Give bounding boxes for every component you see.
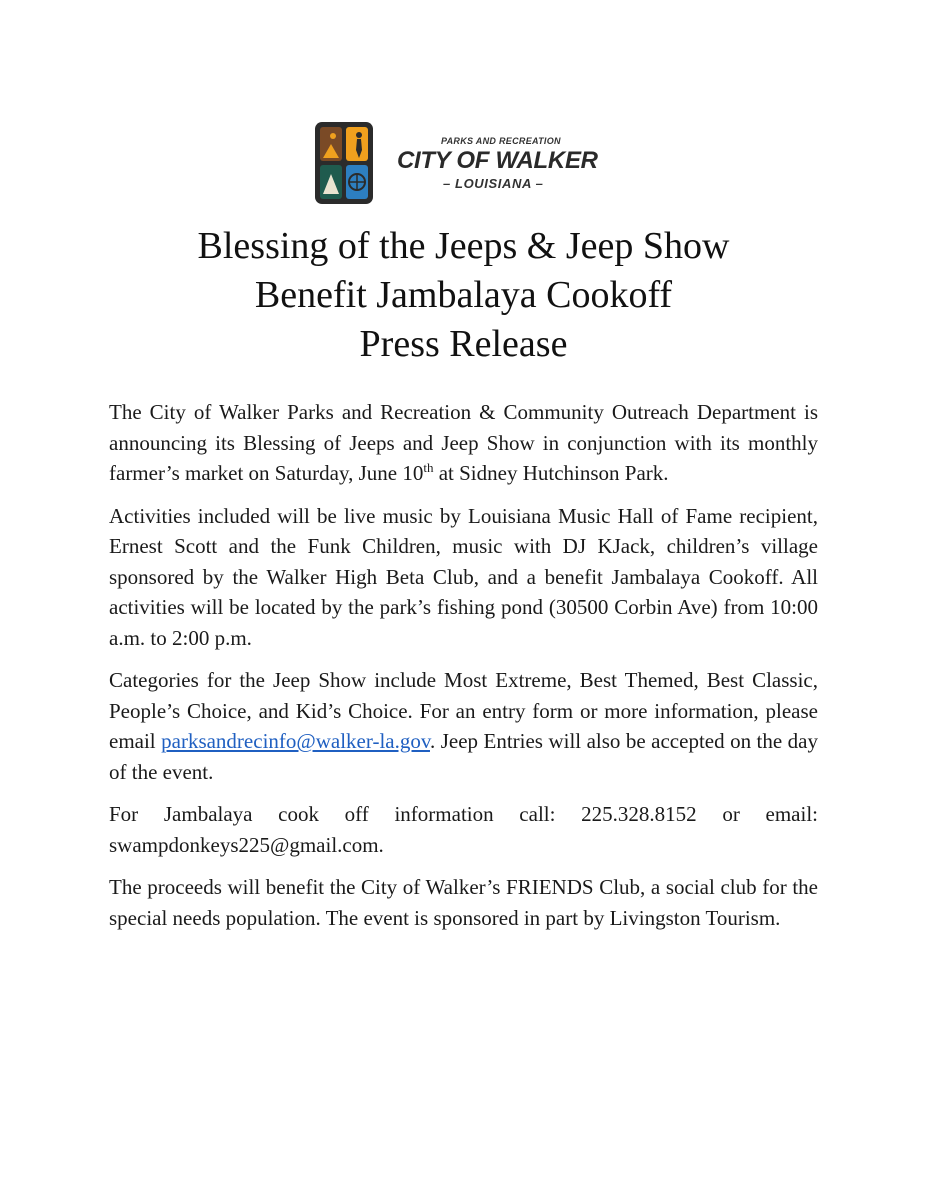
press-release-body bbox=[109, 397, 818, 945]
p1-text-end: at Sidney Hutchinson Park. bbox=[433, 461, 669, 485]
document-title bbox=[0, 222, 927, 369]
paragraph-cookoff-info: For Jambalaya cook off information call: 225.328.8152 or email: swampdonkeys225@gmail.com. bbox=[109, 802, 818, 857]
paragraph-categories bbox=[109, 665, 818, 787]
p3-text: Categories for the Jeep Show include Most Extreme, Best Themed, Best Classic, People’s Choice, and Kid’s Choice. For an entry form or more information, please email bbox=[109, 668, 818, 753]
city-logo bbox=[315, 122, 615, 204]
contact-email-link[interactable]: parksandrecinfo@walker-la.gov bbox=[161, 729, 430, 753]
logo-sub-text: – LOUISIANA – bbox=[443, 176, 544, 191]
title-line-3: Press Release bbox=[359, 323, 568, 365]
title-line-2: Benefit Jambalaya Cookoff bbox=[254, 274, 673, 316]
p3-text-end: . Jeep Entries will also be accepted on the day of the event. bbox=[109, 729, 818, 784]
logo-top-text: PARKS AND RECREATION bbox=[441, 136, 561, 146]
city-emblem-icon bbox=[315, 122, 373, 204]
paragraph-proceeds: The proceeds will benefit the City of Walker’s FRIENDS Club, a social club for the special needs population. The event is sponsored in part by Livingston Tourism. bbox=[109, 875, 818, 930]
logo-main-text: CITY OF WALKER bbox=[397, 147, 598, 174]
p1-ordinal-suffix: th bbox=[423, 460, 434, 475]
title-line-1: Blessing of the Jeeps & Jeep Show bbox=[197, 225, 730, 267]
paragraph-activities: Activities included will be live music by Louisiana Music Hall of Fame recipient, Ernest Scott and the Funk Children, music with DJ KJack, children’s village sponsored by the Walker High Beta Club, and a benefit Jambalaya Cookoff. All activities will be located by the park’s fishing pond (30500 Corbin Ave) from 10:00 a.m. to 2:00 p.m. bbox=[109, 503, 818, 650]
paragraph-announcement bbox=[109, 397, 818, 489]
p1-text: The City of Walker Parks and Recreation & Community Outreach Department is announcing its Blessing of Jeeps and Jeep Show in conjunction with its monthly farmer’s market on Saturday, June 10 bbox=[109, 400, 818, 485]
